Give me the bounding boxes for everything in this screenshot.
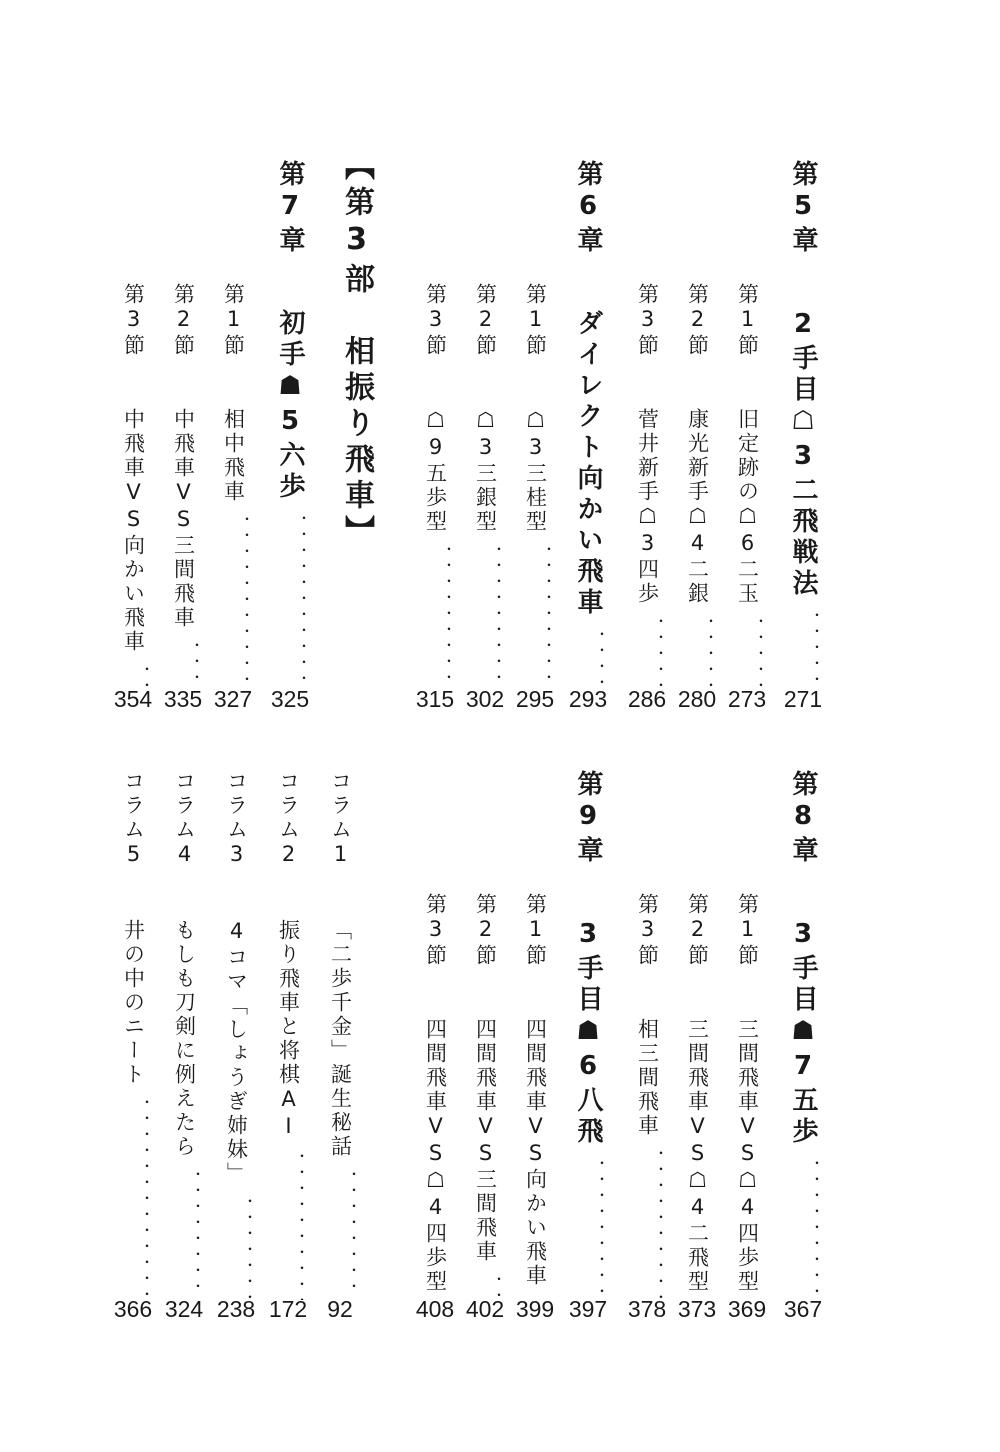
section-label: 第1節	[221, 283, 246, 358]
chapter-label: 第9章	[573, 770, 603, 867]
section-entry	[627, 283, 667, 690]
column-label: コラム2	[276, 770, 301, 869]
leader-dots	[727, 614, 767, 690]
leader-dots	[465, 542, 505, 690]
section-entry	[465, 893, 505, 1300]
part-title: 【第3部 相振り飛車】	[339, 150, 374, 551]
section-label: 第3節	[635, 893, 660, 968]
section-label: 第1節	[523, 283, 548, 358]
section-title: 中飛車VS向かい飛車	[121, 408, 146, 654]
leader-dots	[415, 542, 455, 690]
column-entry	[113, 770, 153, 1300]
page-number: 315	[415, 686, 455, 712]
chapter-title: 2手目☖3二飛戦法	[788, 309, 818, 600]
chapter-label: 第7章	[275, 160, 305, 257]
page-number: 378	[627, 1296, 667, 1322]
page-number: 271	[783, 686, 823, 712]
section-title: 相中飛車	[221, 408, 246, 504]
page-number: 367	[783, 1296, 823, 1322]
leader-dots	[113, 1095, 153, 1300]
page-number: 369	[727, 1296, 767, 1322]
page-number: 354	[113, 686, 153, 712]
section-label: 第2節	[473, 893, 498, 968]
chapter-label: 第6章	[573, 160, 603, 257]
column-label: コラム5	[121, 770, 146, 869]
page-number: 373	[677, 1296, 717, 1322]
section-entry	[627, 893, 667, 1300]
leader-dots	[216, 1194, 256, 1300]
section-entry	[113, 283, 153, 690]
leader-dots	[320, 1167, 360, 1300]
page-number: 92	[327, 1296, 353, 1322]
section-title: 菅井新手☖3四歩	[635, 408, 660, 606]
part-3-heading	[333, 150, 379, 551]
column-entry	[216, 770, 256, 1300]
page-number: 293	[568, 686, 608, 712]
column-entry	[320, 770, 360, 1300]
section-title: 相三間飛車	[635, 1018, 660, 1138]
page-number: 325	[270, 686, 310, 712]
leader-dots	[627, 614, 667, 690]
page-number: 324	[164, 1296, 204, 1322]
leader-dots	[213, 512, 253, 690]
section-entry	[515, 283, 555, 690]
section-title: 康光新手☖4二銀	[685, 408, 710, 606]
section-entry	[213, 283, 253, 690]
page-number: 295	[515, 686, 555, 712]
section-label: 第1節	[735, 283, 760, 358]
section-label: 第2節	[171, 283, 196, 358]
section-label: 第1節	[523, 893, 548, 968]
column-label: コラム3	[224, 770, 249, 869]
section-entry	[677, 893, 717, 1300]
page-number: 397	[568, 1296, 608, 1322]
section-entry	[515, 893, 555, 1300]
section-title: 四間飛車VS向かい飛車	[523, 1018, 548, 1288]
page-number: 408	[415, 1296, 455, 1322]
column-entry	[164, 770, 204, 1300]
column-label: コラム4	[172, 770, 197, 869]
column-title: もしも刀剣に例えたら	[172, 919, 197, 1159]
chapter-title: 3手目☗7五歩	[788, 919, 818, 1148]
page-number: 402	[465, 1296, 505, 1322]
section-entry	[415, 283, 455, 690]
page-number: 286	[627, 686, 667, 712]
section-title: ☖9五歩型	[423, 408, 448, 534]
section-entry	[465, 283, 505, 690]
section-entry	[677, 283, 717, 690]
leader-dots	[515, 542, 555, 690]
leader-dots	[568, 627, 608, 690]
section-label: 第2節	[685, 283, 710, 358]
chapter-title: 初手☗5六歩	[275, 309, 305, 503]
chapter-title: ダイレクト向かい飛車	[573, 309, 603, 619]
chapter-label: 第5章	[788, 160, 818, 257]
page-number: 302	[465, 686, 505, 712]
section-title: ☖3三桂型	[523, 408, 548, 534]
leader-dots	[268, 1149, 308, 1300]
page-number: 280	[677, 686, 717, 712]
chapter-9-entry	[568, 770, 608, 1300]
section-label: 第3節	[423, 893, 448, 968]
leader-dots	[163, 638, 203, 690]
column-title: 「二歩千金」誕生秘話	[328, 919, 353, 1159]
section-label: 第3節	[635, 283, 660, 358]
chapter-6-entry	[568, 160, 608, 690]
section-title: ☖3三銀型	[473, 408, 498, 534]
section-entry	[727, 893, 767, 1300]
page-number: 335	[163, 686, 203, 712]
section-label: 第3節	[121, 283, 146, 358]
leader-dots	[164, 1167, 204, 1300]
column-label: コラム1	[328, 770, 353, 869]
section-title: 中飛車VS三間飛車	[171, 408, 196, 630]
chapter-7-entry	[270, 160, 310, 690]
column-title: 4コマ「しょうぎ姉妹」	[224, 919, 249, 1186]
chapter-title: 3手目☗6八飛	[573, 919, 603, 1148]
chapter-8-entry	[783, 770, 823, 1300]
section-title: 三間飛車VS☖4二飛型	[685, 1018, 710, 1294]
section-label: 第2節	[473, 283, 498, 358]
section-label: 第2節	[685, 893, 710, 968]
section-title: 旧定跡の☖6二玉	[735, 408, 760, 606]
leader-dots	[783, 1156, 823, 1300]
leader-dots	[568, 1156, 608, 1300]
page-number: 327	[213, 686, 253, 712]
column-entry	[268, 770, 308, 1300]
section-entry	[727, 283, 767, 690]
leader-dots	[627, 1146, 667, 1300]
section-title: 四間飛車VS三間飛車	[473, 1018, 498, 1264]
leader-dots	[783, 608, 823, 690]
leader-dots	[270, 511, 310, 690]
chapter-label: 第8章	[788, 770, 818, 867]
page-number: 172	[268, 1296, 308, 1322]
section-entry	[163, 283, 203, 690]
page-number: 273	[727, 686, 767, 712]
leader-dots	[677, 614, 717, 690]
section-title: 四間飛車VS☖4四歩型	[423, 1018, 448, 1294]
column-title: 井の中のニート	[121, 919, 146, 1087]
section-label: 第1節	[735, 893, 760, 968]
section-title: 三間飛車VS☖4四歩型	[735, 1018, 760, 1294]
page-number: 366	[113, 1296, 153, 1322]
page-number: 238	[216, 1296, 256, 1322]
page-number: 399	[515, 1296, 555, 1322]
section-entry	[415, 893, 455, 1300]
section-label: 第3節	[423, 283, 448, 358]
chapter-5-entry	[783, 160, 823, 690]
column-title: 振り飛車と将棋AI	[276, 919, 301, 1141]
